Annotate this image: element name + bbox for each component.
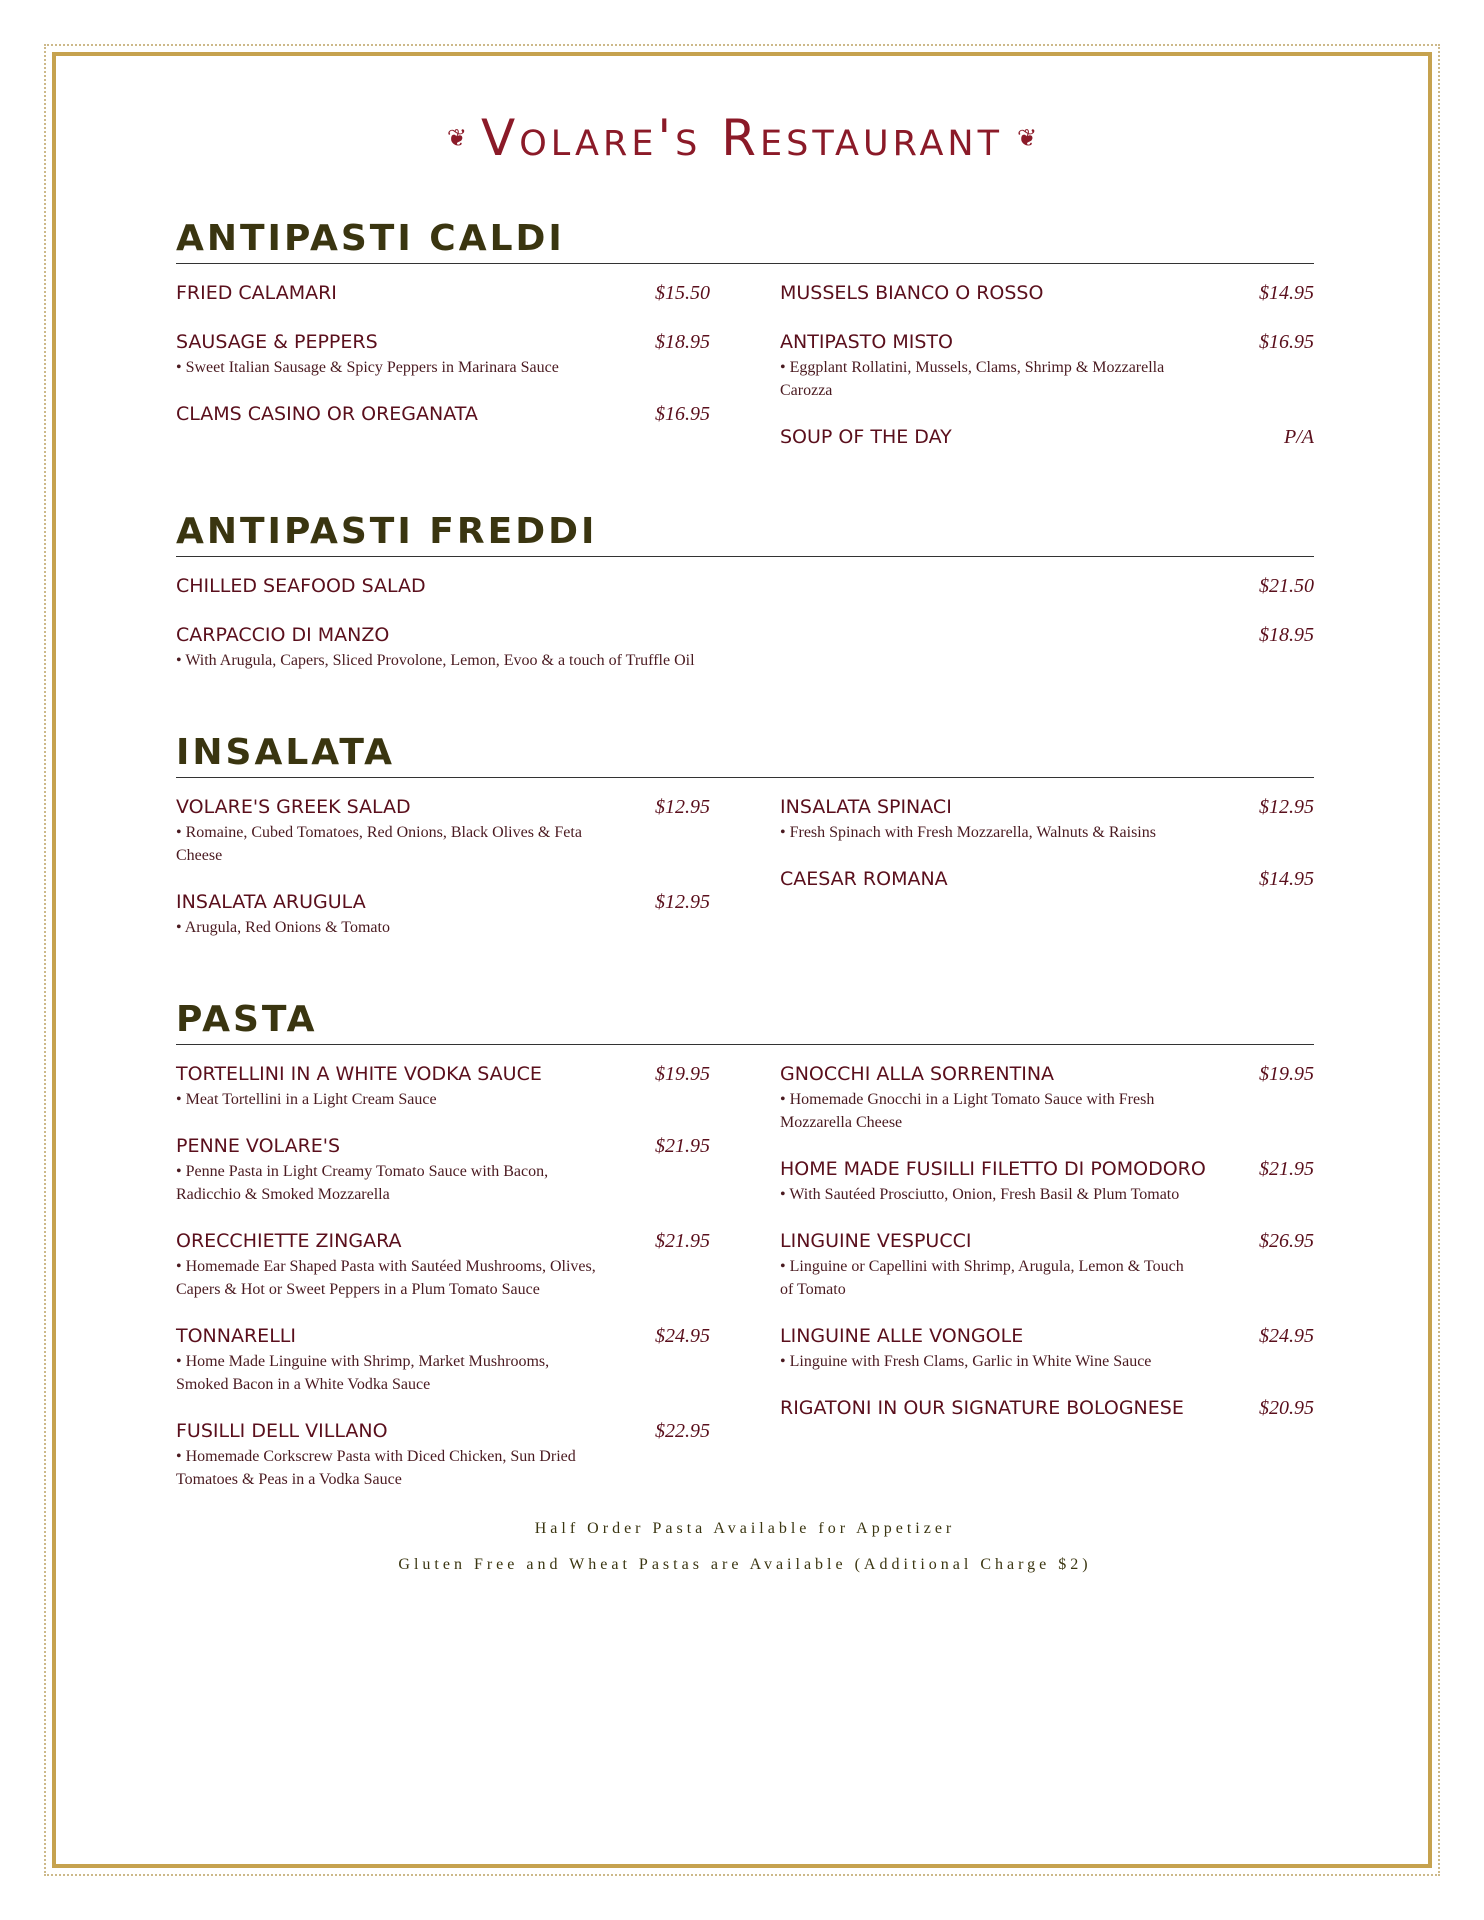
item-name: VOLARE'S GREEK SALAD (176, 796, 411, 818)
item-name: SOUP OF THE DAY (780, 426, 952, 448)
menu-content (176, 100, 1314, 1583)
item-name: RIGATONI IN OUR SIGNATURE BOLOGNESE (780, 1397, 1184, 1419)
item-price: $21.95 (1259, 1158, 1314, 1180)
item-description: • Eggplant Rollatini, Mussels, Clams, Shrimp & Mozzarella Carozza (780, 359, 1165, 399)
menu-item (780, 794, 1314, 844)
item-name: FUSILLI DELL VILLANO (176, 1420, 388, 1442)
item-price: $26.95 (1259, 1230, 1314, 1252)
item-price: $20.95 (1259, 1397, 1314, 1419)
item-name: INSALATA ARUGULA (176, 891, 366, 913)
item-price: $15.50 (655, 282, 710, 304)
item-description: • Homemade Ear Shaped Pasta with Sautéed Mushrooms, Olives, Capers & Hot or Sweet Peppers in a Plum Tomato Sauce (176, 1258, 596, 1298)
section-title: PASTA (176, 999, 1314, 1045)
full-column (176, 573, 1314, 694)
item-price: P/A (1284, 426, 1314, 448)
item-price: $18.95 (655, 331, 710, 353)
item-name: MUSSELS BIANCO O ROSSO (780, 282, 1044, 304)
menu-item (176, 401, 710, 428)
menu-item (780, 280, 1314, 307)
section-title: INSALATA (176, 732, 1314, 778)
left-flourish-icon: ❦ (446, 125, 467, 152)
menu-item (780, 1323, 1314, 1373)
section-title: ANTIPASTI CALDI (176, 218, 1314, 264)
menu-item (780, 1228, 1314, 1301)
restaurant-title: Volare's Restaurant (481, 109, 1003, 167)
item-price: $12.95 (655, 796, 710, 818)
item-price: $19.95 (1259, 1063, 1314, 1085)
right-flourish-icon: ❦ (1017, 125, 1038, 152)
item-name: TORTELLINI IN A WHITE VODKA SAUCE (176, 1063, 542, 1085)
item-name: ANTIPASTO MISTO (780, 331, 953, 353)
right-column (780, 1061, 1314, 1513)
item-price: $12.95 (655, 891, 710, 913)
item-name: SAUSAGE & PEPPERS (176, 331, 378, 353)
menu-item (176, 329, 710, 379)
menu-item (176, 622, 1314, 672)
item-description: • Romaine, Cubed Tomatoes, Red Onions, Black Olives & Feta Cheese (176, 824, 582, 864)
item-name: CHILLED SEAFOOD SALAD (176, 575, 426, 597)
item-price: $24.95 (1259, 1325, 1314, 1347)
item-name: LINGUINE VESPUCCI (780, 1230, 972, 1252)
item-price: $21.95 (655, 1135, 710, 1157)
item-price: $16.95 (655, 403, 710, 425)
item-description: • With Arugula, Capers, Sliced Provolone, Lemon, Evoo & a touch of Truffle Oil (176, 652, 695, 669)
item-price: $16.95 (1259, 331, 1314, 353)
left-column (176, 1061, 710, 1513)
item-description: • Linguine with Fresh Clams, Garlic in White Wine Sauce (780, 1353, 1152, 1370)
gluten-free-note: Gluten Free and Wheat Pastas are Available (Additional Charge $2) (398, 1556, 1092, 1573)
menu-item (780, 1156, 1314, 1206)
item-price: $21.95 (655, 1230, 710, 1252)
left-column (176, 794, 710, 961)
item-price: $18.95 (1259, 624, 1314, 646)
section-antipasti-freddi (176, 511, 1314, 694)
item-description: • Homemade Corkscrew Pasta with Diced Chicken, Sun Dried Tomatoes & Peas in a Vodka Sauce (176, 1448, 576, 1488)
item-price: $14.95 (1259, 868, 1314, 890)
menu-item (176, 1418, 710, 1491)
item-price: $22.95 (655, 1420, 710, 1442)
menu-item (176, 280, 710, 307)
half-order-note: Half Order Pasta Available for Appetizer (534, 1520, 956, 1537)
section-pasta (176, 999, 1314, 1583)
section-insalata (176, 732, 1314, 961)
item-name: HOME MADE FUSILLI FILETTO DI POMODORO (780, 1158, 1206, 1180)
item-description: • Home Made Linguine with Shrimp, Market Mushrooms, Smoked Bacon in a White Vodka Sauce (176, 1353, 550, 1393)
menu-item (780, 424, 1314, 451)
item-name: TONNARELLI (176, 1325, 296, 1347)
menu-item (176, 1323, 710, 1396)
right-column (780, 794, 1314, 961)
pasta-notes (176, 1511, 1314, 1583)
section-title: ANTIPASTI FREDDI (176, 511, 1314, 557)
item-price: $14.95 (1259, 282, 1314, 304)
item-name: FRIED CALAMARI (176, 282, 337, 304)
item-name: INSALATA SPINACI (780, 796, 952, 818)
item-description: • Fresh Spinach with Fresh Mozzarella, Walnuts & Raisins (780, 824, 1156, 841)
item-name: LINGUINE ALLE VONGOLE (780, 1325, 1024, 1347)
item-name: ORECCHIETTE ZINGARA (176, 1230, 402, 1252)
item-price: $24.95 (655, 1325, 710, 1347)
item-name: PENNE VOLARE'S (176, 1135, 341, 1157)
item-description: • Penne Pasta in Light Creamy Tomato Sauce with Bacon, Radicchio & Smoked Mozzarella (176, 1163, 549, 1203)
item-description: • Homemade Gnocchi in a Light Tomato Sauce with Fresh Mozzarella Cheese (780, 1091, 1155, 1131)
item-description: • With Sautéed Prosciutto, Onion, Fresh Basil & Plum Tomato (780, 1186, 1180, 1203)
header (0, 100, 1484, 176)
item-description: • Arugula, Red Onions & Tomato (176, 919, 390, 936)
item-price: $19.95 (655, 1063, 710, 1085)
menu-item (176, 794, 710, 867)
item-price: $21.50 (1259, 575, 1314, 597)
item-name: CLAMS CASINO OR OREGANATA (176, 403, 478, 425)
section-antipasti-caldi (176, 218, 1314, 473)
menu-item (780, 1395, 1314, 1422)
menu-item (176, 1061, 710, 1111)
menu-item (780, 1061, 1314, 1134)
menu-item (176, 573, 1314, 600)
left-column (176, 280, 710, 473)
menu-item (780, 866, 1314, 893)
item-description: • Linguine or Capellini with Shrimp, Arugula, Lemon & Touch of Tomato (780, 1258, 1184, 1298)
item-name: CARPACCIO DI MANZO (176, 624, 390, 646)
item-name: CAESAR ROMANA (780, 868, 948, 890)
right-column (780, 280, 1314, 473)
menu-item (780, 329, 1314, 402)
menu-item (176, 889, 710, 939)
menu-item (176, 1133, 710, 1206)
item-name: GNOCCHI ALLA SORRENTINA (780, 1063, 1055, 1085)
item-description: • Sweet Italian Sausage & Spicy Peppers in Marinara Sauce (176, 359, 559, 376)
item-description: • Meat Tortellini in a Light Cream Sauce (176, 1091, 437, 1108)
item-price: $12.95 (1259, 796, 1314, 818)
menu-item (176, 1228, 710, 1301)
